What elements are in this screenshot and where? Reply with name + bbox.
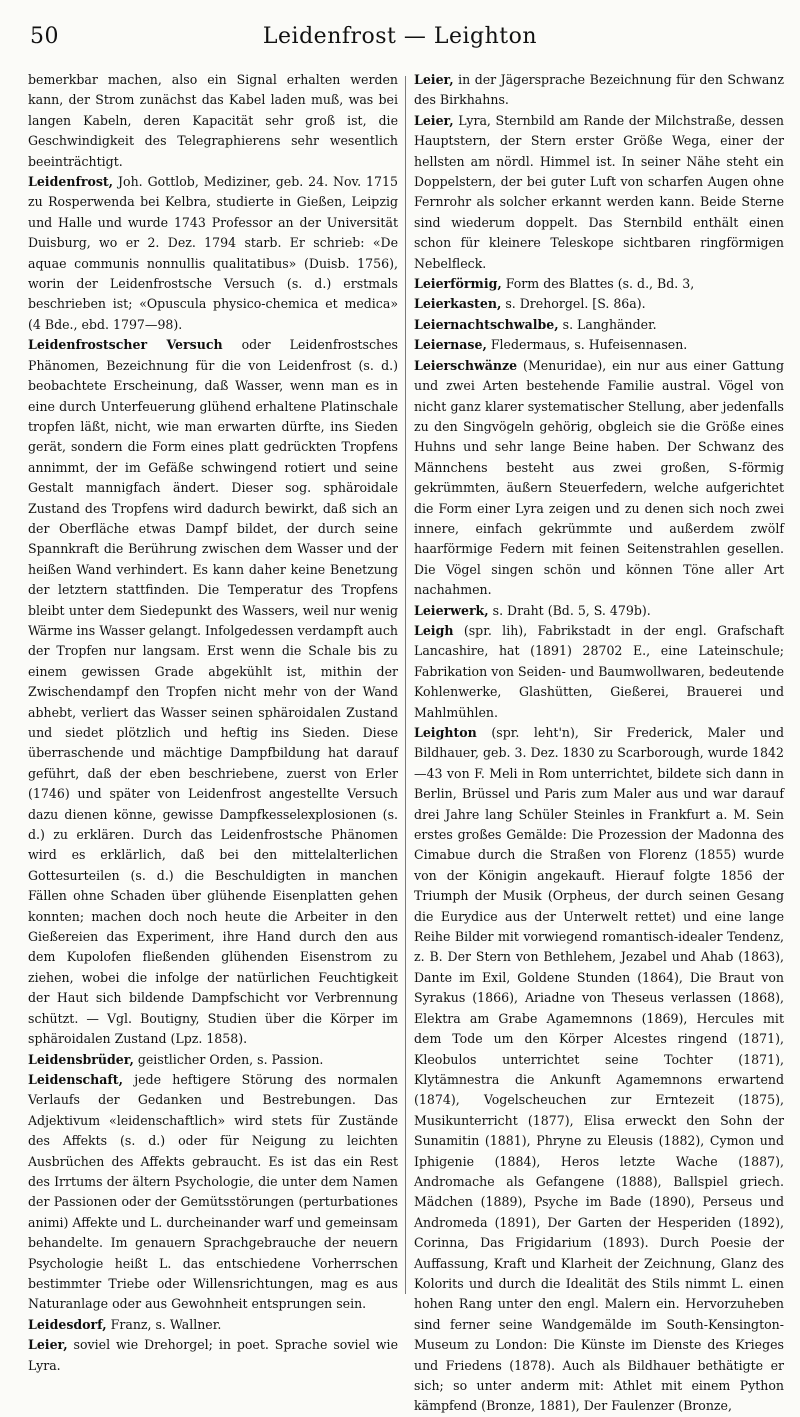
dictionary-entry (414, 335, 784, 355)
entry-text: (spr. leht'n), Sir Frederick, Maler und Bildhauer, geb. 3. Dez. 1830 zu Scarborough, wurde 1842—43 von F. Meli in Rom unterrichtet, bildete sich dann in Berlin, Brüssel und Paris zum Maler aus und war darauf drei Jahre lang Schüler Steinles in Frankfurt a. M. Sein erstes großes Gemälde: Die Prozession der Madonna des Cimabue durch die Straßen von Florenz (1855) wurde von der Königin angekauft. Hierauf folgte 1856 der Triumph der Musik (Orpheus, der durch seinen Gesang die Eurydice aus der Unterwelt rettet) und eine lange Reihe Bilder mit vorwiegend romantisch-idealer Tendenz, z. B. Der Stern von Bethlehem, Jezabel und Ahab (1863), Dante im Exil, Goldene Stunden (1864), Die Braut von Syrakus (1866), Ariadne von Theseus verlassen (1868), Elektra am Grabe Agamemnons (1869), Hercules mit dem Tode um den Körper Alcestes ringend (1871), Kleobulos unterrichtet seine Tochter (1871), Klytämnestra die Ankunft Agamemnons erwartend (1874), Vogelscheuchen zur Erntezeit (1875), Musikunterricht (1877), Elisa erweckt den Sohn der Sunamitin (1881), Phryne zu Eleusis (1882), Cymon und Iphigenie (1884), Heros letzte Wache (1887), Andromache als Gefangene (1888), Ballspiel griech. Mädchen (1889), Psyche im Bade (1890), Perseus und Andromeda (1891), Der Garten der Hesperiden (1892), Corinna, Das Frigidarium (1893). Durch Poesie der Auffassung, Kraft und Klarheit der Zeichnung, Glanz des Kolorits und durch die Idealität des Stils nimmt L. einen hohen Rang unter den engl. Malern ein. Hervorzuheben sind ferner seine Wandgemälde im South-Kensington-Museum zu London: Die Künste im Dienste des Krieges und Friedens (1878). Auch als Bildhauer bethätigte er sich; so unter anderm mit: Athlet mit einem Python kämpfend (Bronze, 1881), Der Faulenzer (Bronze, (414, 725, 784, 1414)
entry-text: s. Drehorgel. [S. 86a). (505, 296, 646, 312)
entry-headword: Leidenfrostscher Versuch (28, 337, 223, 353)
dictionary-entry (414, 723, 784, 1417)
entry-headword: Leier, (414, 72, 454, 87)
dictionary-entry (414, 356, 784, 601)
entry-text: geistlicher Orden, s. Passion. (137, 1051, 324, 1067)
dictionary-entry (28, 1050, 398, 1070)
dictionary-entry (28, 1070, 398, 1315)
entry-text: s. Draht (Bd. 5, S. 479b). (492, 602, 651, 618)
entry-headword: Leidensbrüder, (28, 1051, 134, 1067)
left-column (28, 70, 398, 1373)
entry-text: jede heftigere Störung des normalen Verlaufs der Gedanken und Bestrebungen. Das Adjektivum «leidenschaftlich» wird stets für Zustände des Affekts (s. d.) oder für Neigung zu leichten Ausbrüchen des Affekts gebraucht. Es ist das ein Rest des Irrtums der ältern Psychologie, die unter dem Namen der Passionen oder der Gemütsstörungen (perturbationes animi) Affekte und L. durcheinander warf und gemeinsam behandelte. Im genauern Sprachgebrauche der neuern Psychologie heißt L. das entschiedene Vorherrschen bestimmter Triebe oder Willensrichtungen, mag es aus Naturanlage oder aus Gewohnheit entsprungen sein. (28, 1071, 398, 1312)
running-title: Leidenfrost — Leighton (262, 24, 538, 49)
dictionary-entry (414, 621, 784, 723)
entry-text: soviel wie Drehorgel; in poet. Sprache soviel wie Lyra. (28, 1337, 398, 1373)
entry-text: (spr. lih), Fabrikstadt in der engl. Grafschaft Lancashire, hat (1891) 28702 E., eine Lateinschule; Fabrikation von Seiden- und Baumwollwaren, bedeutende Kohlenwerke, Glashütten, Gießerei, Brauerei und Mahlmühlen. (414, 622, 784, 720)
entry-text: Fledermaus, s. Hufeisennasen. (490, 337, 688, 353)
dictionary-entry (28, 172, 398, 335)
page-number: 50 (30, 24, 59, 49)
entry-text: Joh. Gottlob, Mediziner, geb. 24. Nov. 1715 zu Rosperwenda bei Kelbra, studierte in Gießen, Leipzig und Halle und wurde 1743 Professor an der Universität Duisburg, wo er 2. Dez. 1794 starb. Er schrieb: «De aquae communis nonnullis qualitatibus» (Duisb. 1756), worin der Leidenfrostsche Versuch (s. d.) erstmals beschrieben ist; «Opuscula physico-chemica et medica» (4 Bde., ebd. 1797—98). (28, 174, 398, 332)
entry-headword: Leierschwänze (414, 357, 518, 373)
entry-text: bemerkbar machen, also ein Signal erhalten werden kann, der Strom zunächst das Kabel laden muß, was bei langen Kabeln, deren Kapacität sehr groß ist, die Geschwindigkeit des Telegraphierens sehr wesentlich beeinträchtigt. (28, 72, 398, 169)
entry-headword: Leidesdorf, (28, 1316, 107, 1332)
entry-text: s. Langhänder. (562, 316, 657, 332)
dictionary-entry (414, 111, 784, 274)
entry-text: in der Jägersprache Bezeichnung für den Schwanz des Birkhahns. (414, 72, 784, 108)
dictionary-entry (28, 1335, 398, 1376)
dictionary-entry (414, 315, 784, 335)
dictionary-entry (28, 70, 398, 172)
page-header (0, 0, 800, 62)
entry-text: oder Leidenfrostsches Phänomen, Bezeichnung für die von Leidenfrost (s. d.) beobachtete Erscheinung, daß Wasser, wenn man es in eine durch Unterfeuerung glühend erhaltene Platinschale tropfen läßt, nicht, wie man erwarten dürfte, ins Sieden gerät, sondern die Form eines platt gedrückten Tropfens annimmt, der im Gefäße schwingend rotiert und seine Gestalt mannigfach ändert. Dieser sog. sphäroidale Zustand des Tropfens wird dadurch bewirkt, daß sich an der Oberfläche etwas Dampf bildet, der durch seine Spannkraft die Berührung zwischen dem Wasser und der heißen Wand verhindert. Es kann daher keine Benetzung der letztern stattfinden. Die Temperatur des Tropfens bleibt unter dem Siedepunkt des Wassers, weil nur wenig Wärme ins Wasser gelangt. Infolgedessen verdampft auch der Tropfen nur langsam. Erst wenn die Schale bis zu einem gewissen Grade abgekühlt ist, mithin der Zwischendampf den Tropfen nicht mehr von der Wand abhebt, verliert das Wasser seinen sphäroidalen Zustand und siedet plötzlich und heftig ins Sieden. Diese überraschende und mächtige Dampfbildung hat darauf geführt, daß der eben beschriebene, zuerst von Erler (1746) und später von Leidenfrost angestellte Versuch dazu dienen könne, gewisse Dampfkesselexplosionen (s. d.) zu erklären. Durch das Leidenfrostsche Phänomen wird es erklärlich, daß bei den mittelalterlichen Gottesurteilen (s. d.) die Beschuldigten in manchen Fällen ohne Schaden über glühende Eisenplatten gehen konnten; machen doch noch heute die Arbeiter in den Gießereien das Experiment, ihre Hand durch den aus dem Kupolofen fließenden glühenden Eisenstrom zu ziehen, wobei die infolge der natürlichen Feuchtigkeit der Haut sich bildende Dampfschicht vor Verbrennung schützt. — Vgl. Boutigny, Studien über die Körper im sphäroidalen Zustand (Lpz. 1858). (28, 337, 398, 1047)
entry-headword: Leiernachtschwalbe, (414, 316, 559, 332)
dictionary-entry (414, 294, 784, 314)
dictionary-entry (414, 70, 784, 111)
entry-headword: Leigh (414, 622, 454, 638)
entry-text: Form des Blattes (s. d., Bd. 3, (505, 276, 695, 292)
dictionary-entry (28, 1315, 398, 1335)
entry-headword: Leier, (28, 1337, 68, 1353)
dictionary-entry (414, 274, 784, 294)
entry-text: Lyra, Sternbild am Rande der Milchstraße, dessen Hauptstern, der Stern erster Größe Wega, einer der hellsten am nördl. Himmel ist. In seiner Nähe steht ein Doppelstern, der bei guter Luft von scharfen Augen ohne Fernrohr als solcher erkannt werden kann. Beide Sterne sind wiederum doppelt. Das Sternbild enthält einen schon für kleinere Teleskope sichtbaren ringförmigen Nebelfleck. (414, 112, 784, 271)
entry-headword: Leighton (414, 725, 477, 740)
entry-headword: Leiernase, (414, 337, 487, 353)
right-column (414, 70, 784, 1414)
entry-text: (Menuridae), ein nur aus einer Gattung und zwei Arten bestehende Familie austral. Vögel von nicht ganz klarer systematischer Stellung, aber jedenfalls zu den Singvögeln gehörig, obgleich sie die Größe eines Huhns und sehr lange Beine haben. Der Schwanz des Männchens besteht aus zwei großen, S-förmig gekrümmten, äußern Steuerfedern, welche aufgerichtet die Form einer Lyra zeigen und zu denen sich noch zwei innere, einfach gekrümmte und außerdem zwölf haarförmige Federn mit feinen Seitenstrahlen gesellen. Die Vögel singen schön und können Töne aller Art nachahmen. (414, 357, 784, 598)
dictionary-entry (28, 335, 398, 1049)
dictionary-entry (414, 601, 784, 621)
column-divider (405, 76, 406, 1294)
entry-headword: Leidenschaft, (28, 1071, 123, 1087)
entry-headword: Leidenfrost, (28, 174, 114, 190)
entry-headword: Leier, (414, 112, 454, 128)
entry-headword: Leierkasten, (414, 296, 502, 312)
entry-headword: Leierförmig, (414, 276, 502, 292)
entry-text: Franz, s. Wallner. (110, 1316, 222, 1332)
entry-headword: Leierwerk, (414, 602, 489, 618)
